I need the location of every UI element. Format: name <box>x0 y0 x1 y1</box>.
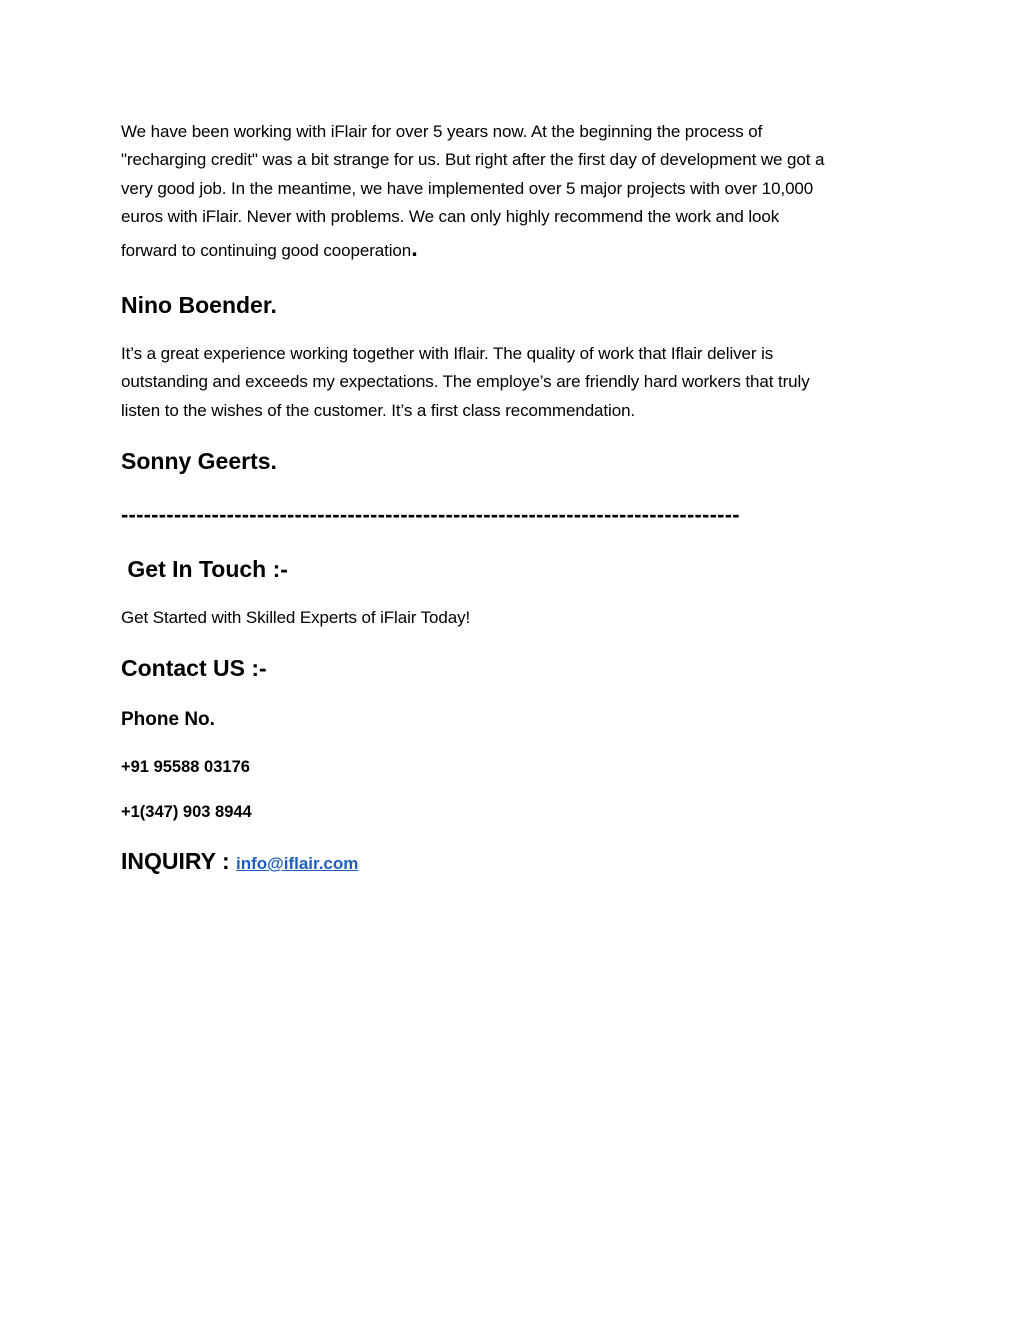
testimonial-1-end-mark: . <box>411 234 418 262</box>
testimonial-2-line: listen to the wishes of the customer. It’s a first class recommendation. <box>121 400 636 420</box>
get-in-touch-heading: Get In Touch :- <box>121 556 288 582</box>
phone-number-india[interactable]: +91 95588 03176 <box>121 758 250 776</box>
testimonial-1-line: euros with iFlair. Never with problems. We can only highly recommend the work and look <box>121 207 780 227</box>
testimonial-1-line: We have been working with iFlair for over 5 years now. At the beginning the process of <box>121 122 763 141</box>
testimonial-2-line: It’s a great experience working together with Iflair. The quality of work that Iflair deliver is <box>121 344 774 363</box>
testimonial-2-text <box>121 340 911 425</box>
inquiry-line <box>121 846 358 880</box>
phone-number-us[interactable]: +1(347) 903 8944 <box>121 803 252 821</box>
testimonial-1-author: Nino Boender. <box>121 292 277 318</box>
inquiry-email-link[interactable]: info@iflair.com <box>236 854 359 873</box>
inquiry-label: INQUIRY : <box>121 848 237 874</box>
phone-label: Phone No. <box>121 709 215 730</box>
section-divider: ---------------------------------------------------------------------------------- <box>121 502 740 527</box>
testimonial-1-text <box>121 118 911 265</box>
testimonial-2-author: Sonny Geerts. <box>121 448 277 474</box>
contact-heading: Contact US :- <box>121 655 267 681</box>
get-in-touch-tagline <box>121 604 911 632</box>
testimonial-1-line-text: forward to continuing good cooperation <box>121 240 412 260</box>
tagline-text: Get Started with Skilled Experts of iFlair Today! <box>121 608 471 627</box>
testimonial-1-line: "recharging credit" was a bit strange for us. But right after the first day of development we got a <box>121 150 825 170</box>
testimonial-2-line: outstanding and exceeds my expectations. The employe’s are friendly hard workers that truly <box>121 372 810 392</box>
testimonial-1-line: very good job. In the meantime, we have implemented over 5 major projects with over 10,000 <box>121 178 814 198</box>
testimonial-1-line-last <box>121 235 911 265</box>
